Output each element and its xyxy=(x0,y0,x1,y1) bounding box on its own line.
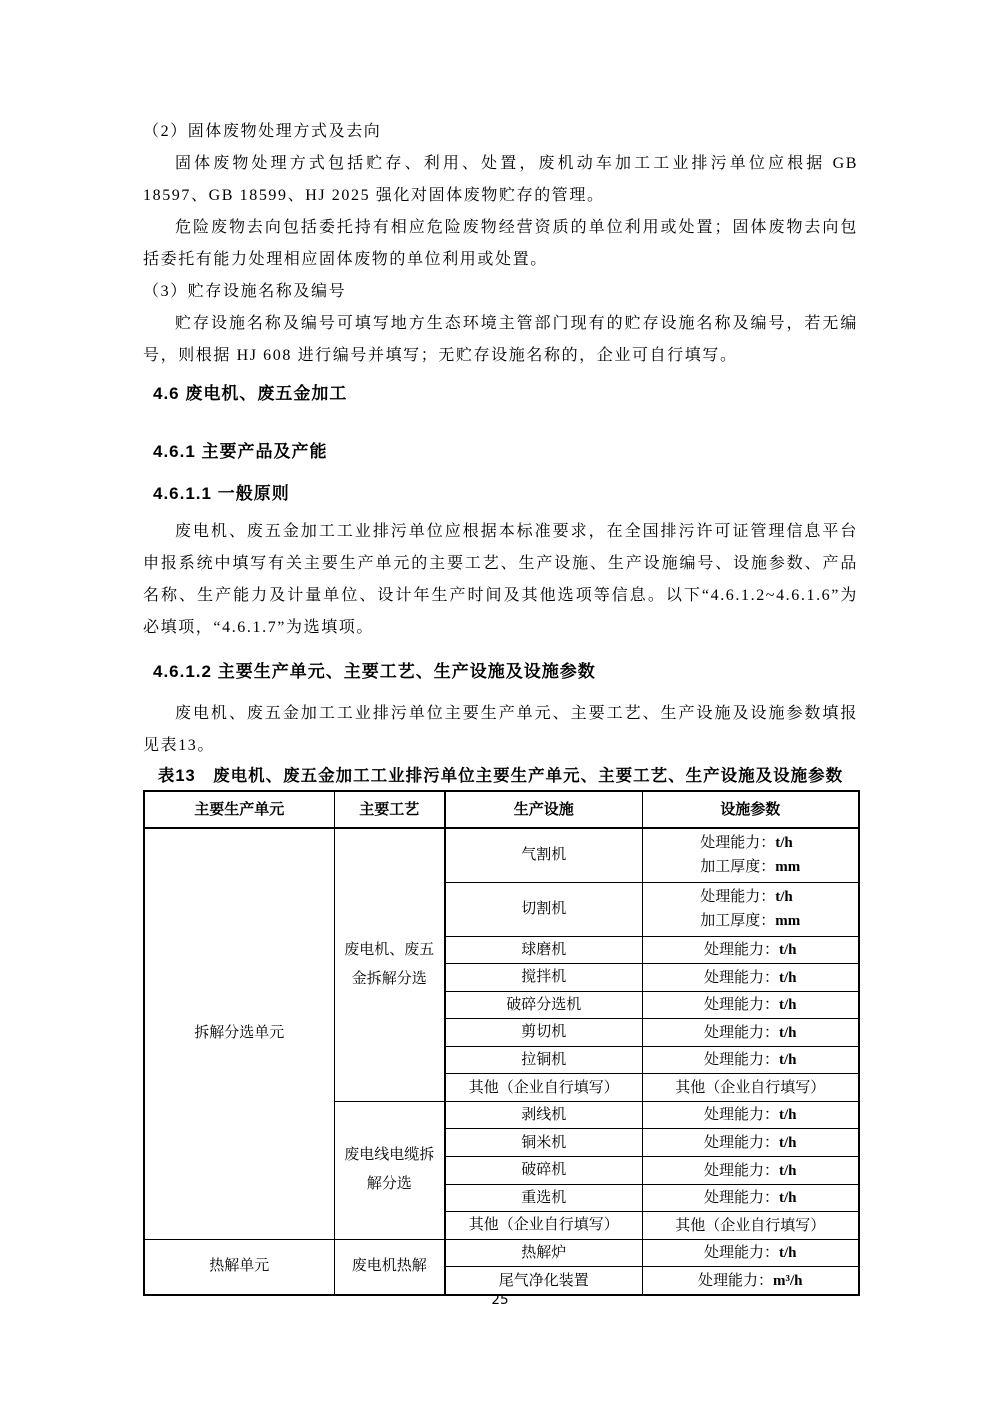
facility-cell: 其他（企业自行填写） xyxy=(445,1212,642,1240)
params-cell xyxy=(642,1101,859,1129)
params-cell xyxy=(642,882,859,936)
param-unit: t/h xyxy=(775,889,793,905)
params-cell xyxy=(642,1046,859,1074)
facility-cell: 破碎机 xyxy=(445,1157,642,1185)
param-label: 加工厚度： xyxy=(700,859,776,876)
paragraph-storage-facility: 贮存设施名称及编号可填写地方生态环境主管部门现有的贮存设施名称及编号，若无编号，则根据 HJ 608 进行编号并填写；无贮存设施名称的，企业可自行填写。 xyxy=(143,315,858,364)
facility-cell: 剥线机 xyxy=(445,1101,642,1129)
param-label: 处理能力： xyxy=(703,1135,779,1151)
facility-cell: 重选机 xyxy=(445,1184,642,1212)
paragraph-table-reference: 废电机、废五金加工工业排污单位主要生产单元、主要工艺、生产设施及设施参数填报见表13。 xyxy=(143,705,858,754)
list-item-2-title: （2）固体废物处理方式及去向 xyxy=(143,123,382,140)
facility-cell: 搅拌机 xyxy=(445,964,642,992)
param-unit: mm xyxy=(775,859,801,876)
facility-cell: 热解炉 xyxy=(445,1239,642,1267)
param-label: 处理能力： xyxy=(703,1162,779,1179)
table-row xyxy=(144,828,859,882)
table-13 xyxy=(143,790,860,1296)
param-label: 其他（企业自行填写） xyxy=(675,1079,826,1096)
section-heading-4-6-1: 4.6.1 主要产品及产能 xyxy=(153,442,328,461)
param-unit: t/h xyxy=(779,1135,797,1151)
params-cell xyxy=(642,964,859,992)
param-label: 处理能力： xyxy=(697,1272,773,1289)
facility-cell: 破碎分选机 xyxy=(445,991,642,1019)
param-label: 处理能力： xyxy=(703,1024,779,1041)
list-item-3-title: （3）贮存设施名称及编号 xyxy=(143,283,347,300)
section-heading-4-6-1-1: 4.6.1.1 一般原则 xyxy=(153,484,290,503)
param-unit: t/h xyxy=(779,997,797,1014)
param-unit: mm xyxy=(775,913,801,929)
page-content xyxy=(143,116,858,1296)
param-label: 处理能力： xyxy=(703,1190,779,1207)
table-row xyxy=(144,1239,859,1267)
params-cell xyxy=(642,991,859,1019)
param-unit: t/h xyxy=(779,942,797,959)
param-label: 处理能力： xyxy=(700,889,776,905)
params-cell xyxy=(642,1239,859,1267)
param-label: 其他（企业自行填写） xyxy=(675,1217,826,1234)
section-heading-4-6: 4.6 废电机、废五金加工 xyxy=(153,384,348,403)
paragraph-general-principle: 废电机、废五金加工工业排污单位应根据本标准要求，在全国排污许可证管理信息平台申报系统中填写有关主要生产单元的主要工艺、生产设施、生产设施编号、设施参数、产品名称、生产能力及计量单位、设计年生产时间及其他选项等信息。以下“4.6.1.2~4.6.1.6”为必填项，“4.6.1.7”为选填项。 xyxy=(143,523,858,636)
param-unit: t/h xyxy=(779,1162,797,1179)
table-header-row xyxy=(144,791,859,828)
param-label: 处理能力： xyxy=(703,1107,779,1124)
param-label: 处理能力： xyxy=(703,942,779,959)
facility-cell: 气割机 xyxy=(445,828,642,882)
param-label: 处理能力： xyxy=(703,969,779,986)
facility-cell: 剪切机 xyxy=(445,1019,642,1047)
facility-cell: 铜米机 xyxy=(445,1129,642,1157)
params-cell xyxy=(642,936,859,964)
column-header-production-facility: 生产设施 xyxy=(445,791,642,828)
column-header-production-unit: 主要生产单元 xyxy=(144,791,334,828)
param-label: 处理能力： xyxy=(703,1052,779,1069)
facility-cell: 球磨机 xyxy=(445,936,642,964)
param-unit: t/h xyxy=(779,1107,797,1124)
column-header-facility-params: 设施参数 xyxy=(642,791,859,828)
facility-cell: 切割机 xyxy=(445,882,642,936)
param-unit: t/h xyxy=(779,1190,797,1207)
section-heading-4-6-1-2: 4.6.1.2 主要生产单元、主要工艺、生产设施及设施参数 xyxy=(153,662,596,681)
paragraph-hazardous-waste: 危险废物去向包括委托持有相应危险废物经营资质的单位利用或处置；固体废物去向包括委托有能力处理相应固体废物的单位利用或处置。 xyxy=(143,219,858,268)
unit-cell-dismantle: 拆解分选单元 xyxy=(144,828,334,1239)
params-cell xyxy=(642,828,859,882)
params-cell xyxy=(642,1129,859,1157)
column-header-main-process: 主要工艺 xyxy=(334,791,445,828)
facility-cell: 其他（企业自行填写） xyxy=(445,1074,642,1102)
unit-cell-pyrolysis: 热解单元 xyxy=(144,1239,334,1295)
params-cell xyxy=(642,1157,859,1185)
param-unit: m³/h xyxy=(773,1272,803,1289)
process-cell-cable-dismantle: 废电线电缆拆解分选 xyxy=(334,1101,445,1239)
param-unit: t/h xyxy=(779,1024,797,1041)
params-cell xyxy=(642,1019,859,1047)
page-number: 25 xyxy=(491,1292,509,1308)
param-label: 加工厚度： xyxy=(700,913,776,929)
param-label: 处理能力： xyxy=(703,997,779,1014)
param-unit: t/h xyxy=(779,969,797,986)
facility-cell: 尾气净化装置 xyxy=(445,1267,642,1295)
param-unit: t/h xyxy=(779,1245,797,1262)
param-label: 处理能力： xyxy=(703,1245,779,1262)
param-unit: t/h xyxy=(779,1052,797,1069)
params-cell xyxy=(642,1074,859,1102)
params-cell xyxy=(642,1184,859,1212)
params-cell xyxy=(642,1212,859,1240)
process-cell-motor-pyrolysis: 废电机热解 xyxy=(334,1239,445,1295)
facility-cell: 拉铜机 xyxy=(445,1046,642,1074)
param-unit: t/h xyxy=(775,835,793,852)
table-13-caption: 表13 废电机、废五金加工工业排污单位主要生产单元、主要工艺、生产设施及设施参数 xyxy=(157,767,844,785)
param-label: 处理能力： xyxy=(700,835,776,852)
paragraph-solid-waste-handling: 固体废物处理方式包括贮存、利用、处置，废机动车加工工业排污单位应根据 GB 18597、GB 18599、HJ 2025 强化对固体废物贮存的管理。 xyxy=(143,155,858,204)
process-cell-metal-dismantle: 废电机、废五金拆解分选 xyxy=(334,828,445,1101)
